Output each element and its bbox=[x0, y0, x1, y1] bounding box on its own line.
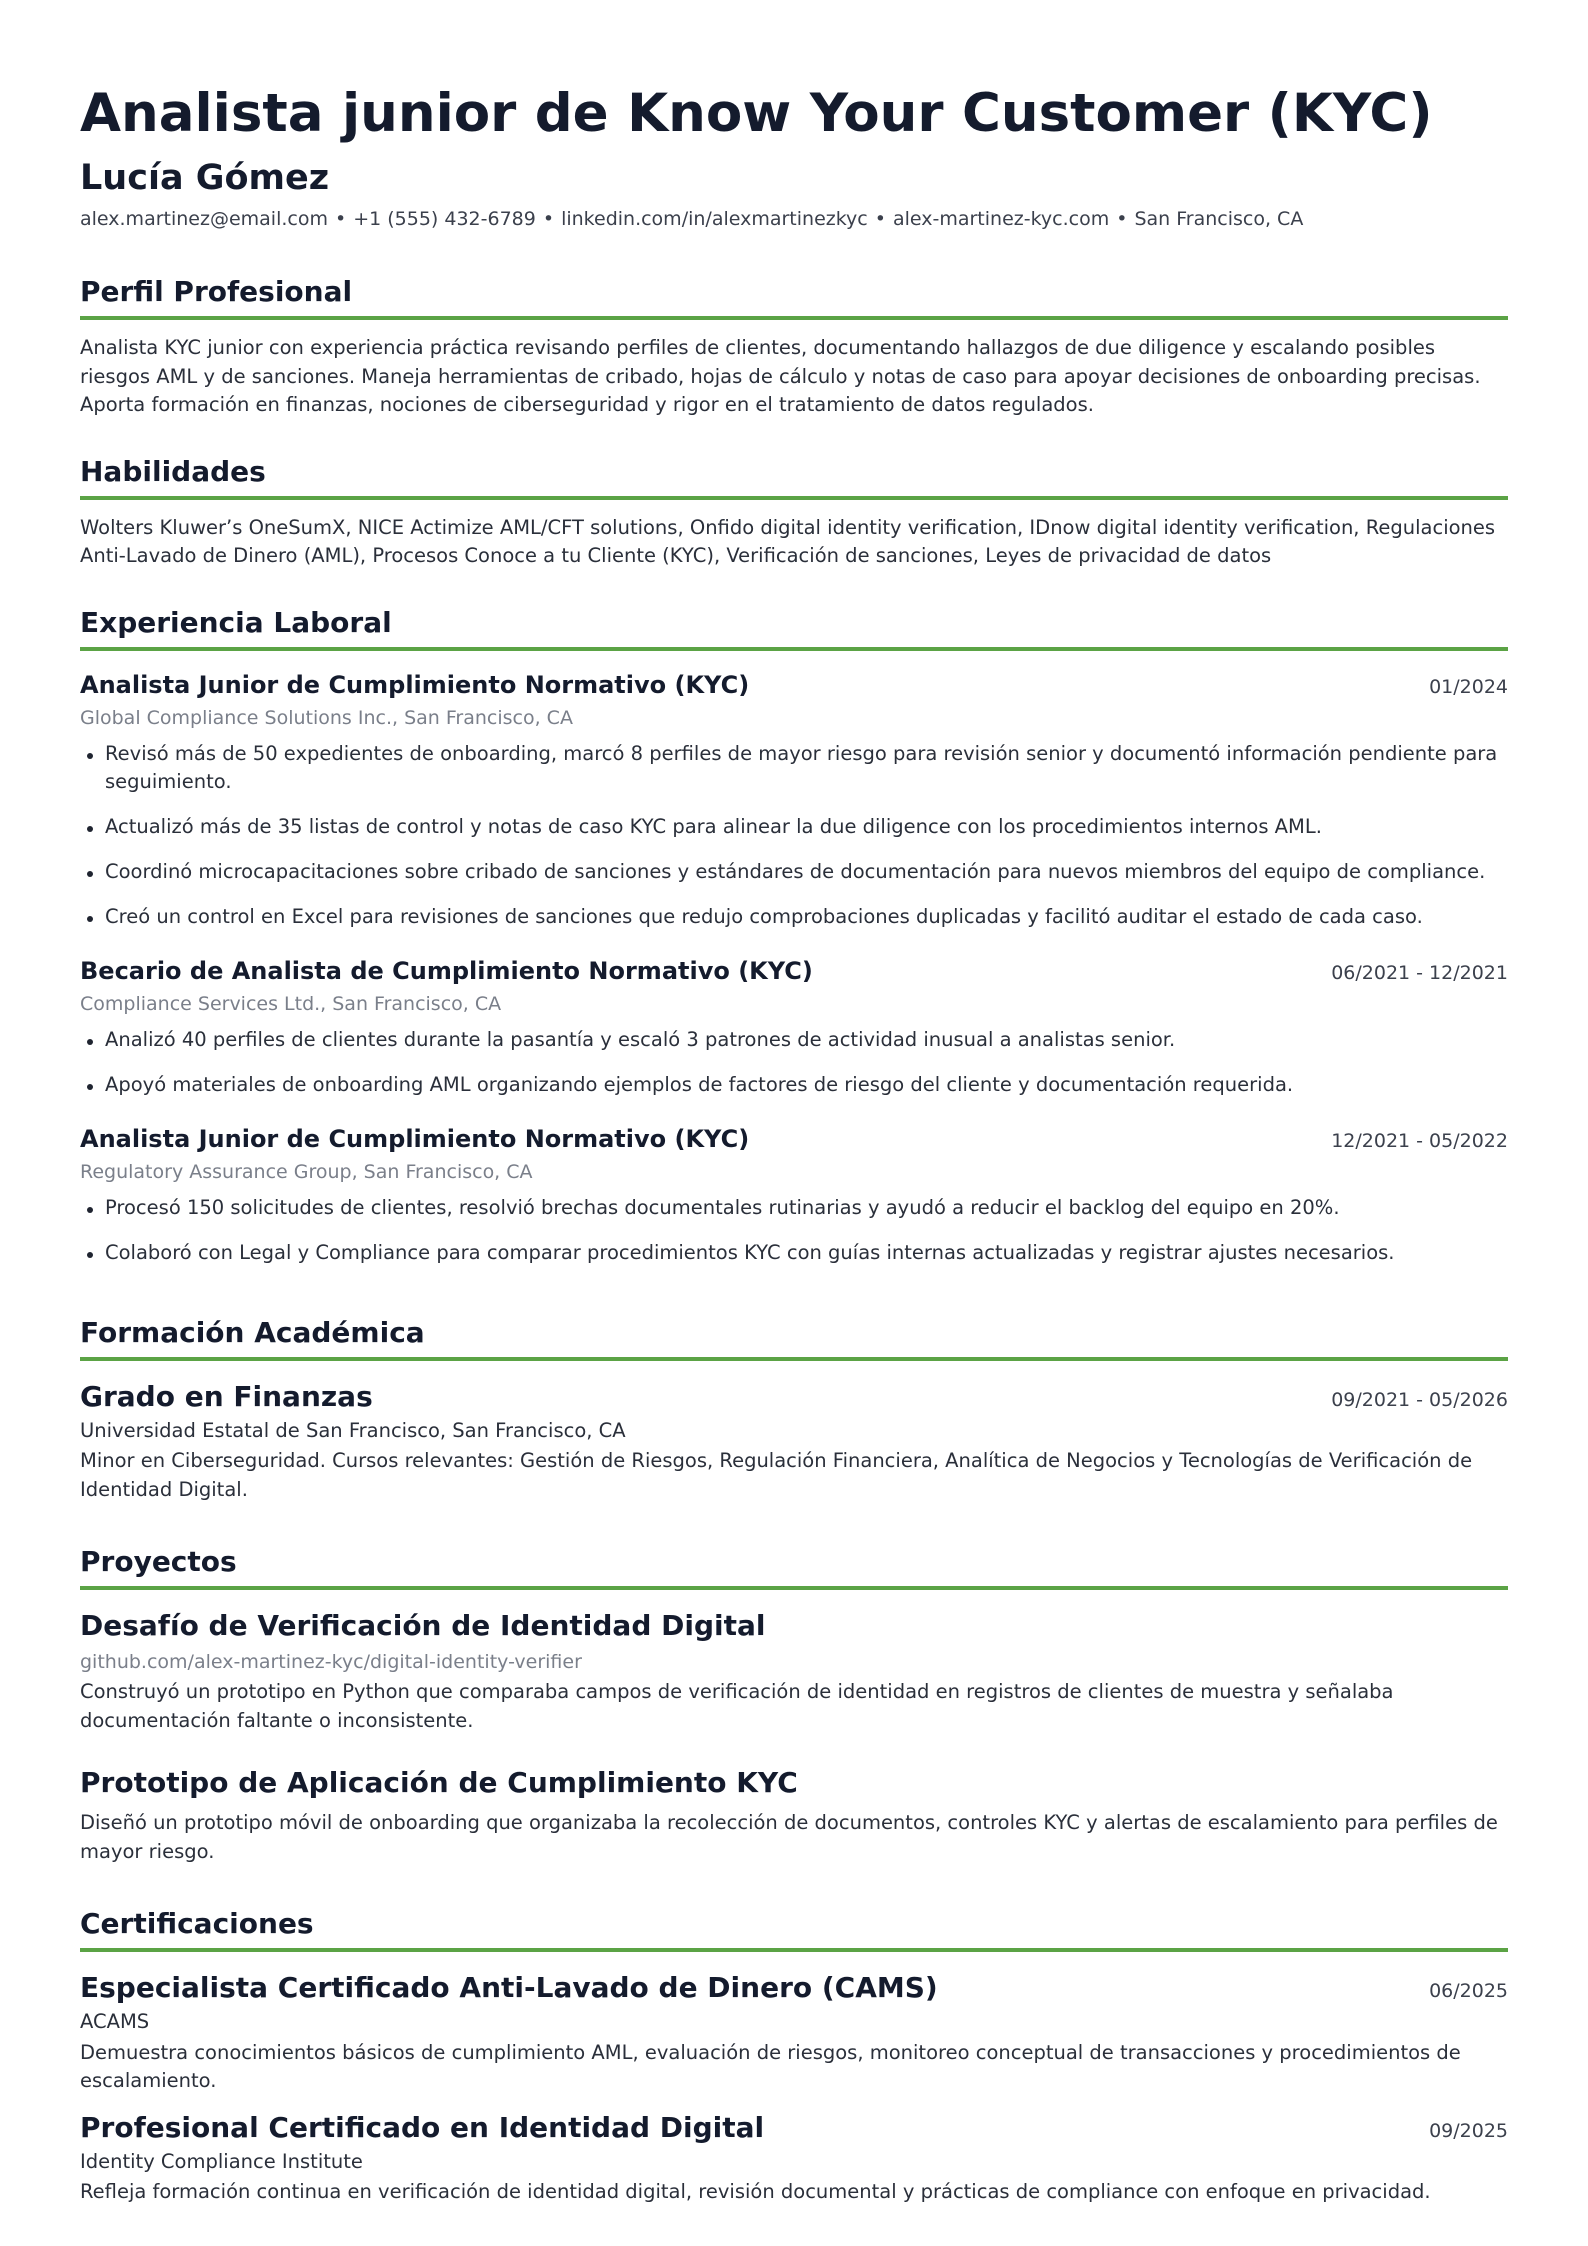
job-title: Analista Junior de Cumplimiento Normativo (KYC) bbox=[80, 1124, 750, 1153]
education-date: 09/2021 - 05/2026 bbox=[1331, 1388, 1508, 1411]
section-heading: Perfil Profesional bbox=[80, 274, 1508, 320]
list-item bbox=[80, 858, 1508, 886]
bullet-text: Apoyó materiales de onboarding AML organizando ejemplos de factores de riesgo del cliente y documentación requerida. bbox=[105, 1072, 1294, 1096]
resume-page bbox=[80, 78, 1508, 2207]
list-item bbox=[80, 740, 1508, 796]
job-entry bbox=[80, 955, 1508, 1099]
bullet-icon bbox=[87, 1207, 93, 1213]
bullet-text: Procesó 150 solicitudes de clientes, resolvió brechas documentales rutinarias y ayudó a reducir el backlog del equipo en 20%. bbox=[105, 1195, 1340, 1219]
job-entry bbox=[80, 669, 1508, 931]
job-date: 01/2024 bbox=[1429, 675, 1508, 698]
contact-phone[interactable]: +1 (555) 432-6789 bbox=[353, 208, 536, 230]
skills-section bbox=[80, 454, 1508, 571]
bullet-icon bbox=[87, 871, 93, 877]
job-organization: Regulatory Assurance Group, San Francisco, CA bbox=[80, 1160, 533, 1183]
contact-line bbox=[80, 204, 1508, 234]
project-entry bbox=[80, 1765, 1508, 1866]
person-name: Lucía Gómez bbox=[80, 158, 330, 198]
certification-issuer: ACAMS bbox=[80, 2010, 150, 2033]
bullet-text: Colaboró con Legal y Compliance para comparar procedimientos KYC con guías internas actualizadas y registrar ajustes necesarios. bbox=[105, 1240, 1395, 1264]
education-details: Minor en Ciberseguridad. Cursos relevantes: Gestión de Riesgos, Regulación Financiera, Analítica de Negocios y Tecnologías de Verificación de Identidad Digital. bbox=[80, 1449, 1473, 1501]
certification-issuer: Identity Compliance Institute bbox=[80, 2149, 363, 2173]
bullet-text: Analizó 40 perfiles de clientes durante la pasantía y escaló 3 patrones de actividad inusual a analistas senior. bbox=[105, 1027, 1176, 1051]
bullet-icon bbox=[87, 916, 93, 922]
project-entry bbox=[80, 1608, 1508, 1735]
certification-title: Especialista Certificado Anti-Lavado de Dinero (CAMS) bbox=[80, 1971, 938, 2004]
project-title: Desafío de Verificación de Identidad Digital bbox=[80, 1609, 766, 1642]
certification-entry bbox=[80, 2110, 1508, 2207]
contact-website[interactable]: alex-martinez-kyc.com bbox=[892, 208, 1110, 230]
section-heading: Proyectos bbox=[80, 1544, 1508, 1590]
list-item bbox=[80, 1194, 1508, 1222]
section-heading: Habilidades bbox=[80, 454, 1508, 500]
project-description: Construyó un prototipo en Python que comparaba campos de verificación de identidad en registros de clientes de muestra y señalaba documentación faltante o inconsistente. bbox=[80, 1680, 1394, 1732]
school-name: Universidad Estatal de San Francisco, San Francisco, CA bbox=[80, 1418, 626, 1442]
job-organization: Compliance Services Ltd., San Francisco, CA bbox=[80, 992, 502, 1015]
bullet-text: Creó un control en Excel para revisiones de sanciones que redujo comprobaciones duplicadas y facilitó auditar el estado de cada caso. bbox=[105, 904, 1423, 928]
bullet-icon bbox=[87, 1039, 93, 1045]
skills-text: Wolters Kluwer’s OneSumX, NICE Actimize AML/CFT solutions, Onfido digital identity verification, IDnow digital identity verification, Regulaciones Anti-Lavado de Dinero (AML), Procesos Conoce a tu Cliente (KYC), Verificación de sanciones, Leyes de privacidad de datos bbox=[80, 515, 1496, 567]
bullet-text: Revisó más de 50 expedientes de onboarding, marcó 8 perfiles de mayor riesgo para revisión senior y documentó información pendiente para seguimiento. bbox=[105, 741, 1498, 793]
contact-separator: • bbox=[874, 208, 886, 230]
degree-title: Grado en Finanzas bbox=[80, 1379, 373, 1413]
bullet-icon bbox=[87, 826, 93, 832]
list-item bbox=[80, 1239, 1508, 1267]
document-title: Analista junior de Know Your Customer (KYC) bbox=[80, 83, 1433, 144]
education-section bbox=[80, 1315, 1508, 1505]
contact-location: San Francisco, CA bbox=[1134, 208, 1304, 230]
project-title: Prototipo de Aplicación de Cumplimiento KYC bbox=[80, 1766, 798, 1799]
education-entry bbox=[80, 1379, 1508, 1505]
job-bullets bbox=[80, 1026, 1508, 1099]
contact-email[interactable]: alex.martinez@email.com bbox=[80, 208, 328, 230]
section-heading: Certificaciones bbox=[80, 1906, 1508, 1952]
list-item bbox=[80, 1026, 1508, 1054]
bullet-icon bbox=[87, 753, 93, 759]
section-heading: Formación Académica bbox=[80, 1315, 1508, 1361]
contact-separator: • bbox=[334, 208, 347, 230]
job-organization: Global Compliance Solutions Inc., San Francisco, CA bbox=[80, 706, 573, 729]
job-date: 12/2021 - 05/2022 bbox=[1331, 1129, 1508, 1152]
certification-description: Demuestra conocimientos básicos de cumplimiento AML, evaluación de riesgos, monitoreo conceptual de transacciones y procedimientos de escalamiento. bbox=[80, 2040, 1461, 2092]
job-title: Becario de Analista de Cumplimiento Normativo (KYC) bbox=[80, 956, 813, 985]
contact-linkedin[interactable]: linkedin.com/in/alexmartinezkyc bbox=[561, 208, 868, 230]
job-date: 06/2021 - 12/2021 bbox=[1331, 961, 1508, 984]
project-description: Diseñó un prototipo móvil de onboarding que organizaba la recolección de documentos, controles KYC y alertas de escalamiento para perfiles de mayor riesgo. bbox=[80, 1811, 1498, 1863]
bullet-icon bbox=[87, 1084, 93, 1090]
certification-entry bbox=[80, 1970, 1508, 2096]
certification-title: Profesional Certificado en Identidad Digital bbox=[80, 2110, 765, 2144]
list-item bbox=[80, 813, 1508, 841]
certification-date: 09/2025 bbox=[1429, 2119, 1508, 2142]
contact-separator: • bbox=[542, 208, 555, 230]
bullet-text: Coordinó microcapacitaciones sobre cribado de sanciones y estándares de documentación para nuevos miembros del equipo de compliance. bbox=[105, 859, 1486, 883]
profile-section bbox=[80, 274, 1508, 420]
profile-text: Analista KYC junior con experiencia práctica revisando perfiles de clientes, documentando hallazgos de due diligence y escalando posibles riesgos AML y de sanciones. Maneja herramientas de cribado, hojas de cálculo y notas de caso para apoyar decisiones de onboarding precisas. Aporta formación en finanzas, nociones de ciberseguridad y rigor en el tratamiento de datos regulados. bbox=[80, 336, 1481, 416]
section-heading: Experiencia Laboral bbox=[80, 605, 1508, 651]
contact-separator: • bbox=[1116, 208, 1128, 230]
certifications-section bbox=[80, 1906, 1508, 2207]
experience-section bbox=[80, 605, 1508, 1267]
job-bullets bbox=[80, 740, 1508, 931]
bullet-icon bbox=[87, 1252, 93, 1258]
projects-section bbox=[80, 1544, 1508, 1866]
certification-description: Refleja formación continua en verificación de identidad digital, revisión documental y prácticas de compliance con enfoque en privacidad. bbox=[80, 2180, 1431, 2203]
bullet-text: Actualizó más de 35 listas de control y notas de caso KYC para alinear la due diligence con los procedimientos internos AML. bbox=[105, 814, 1322, 838]
project-link[interactable]: github.com/alex-martinez-kyc/digital-identity-verifier bbox=[80, 1651, 582, 1673]
certification-date: 06/2025 bbox=[1429, 1980, 1508, 2002]
job-entry bbox=[80, 1123, 1508, 1267]
list-item bbox=[80, 903, 1508, 931]
list-item bbox=[80, 1071, 1508, 1099]
job-title: Analista Junior de Cumplimiento Normativo (KYC) bbox=[80, 670, 750, 699]
job-bullets bbox=[80, 1194, 1508, 1267]
